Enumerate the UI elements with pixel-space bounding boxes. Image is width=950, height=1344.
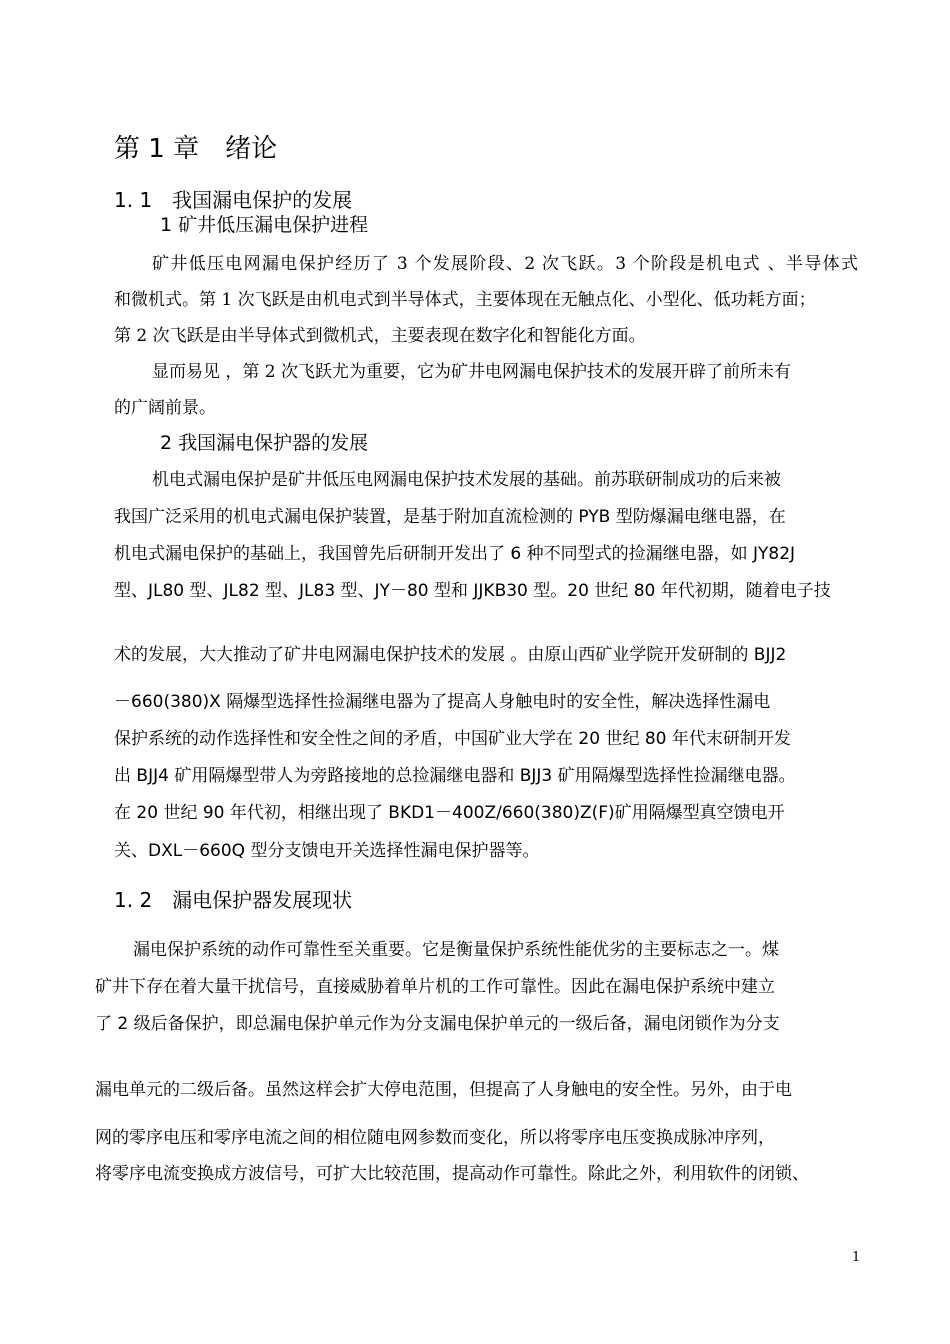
paragraph-line: 在 20 世纪 90 年代初，相继出现了 BKD1－400Z/660(380)Z(F)矿用隔爆型真空馈电开	[114, 803, 785, 823]
paragraph-line: 矿井低压电网漏电保护经历了 3 个发展阶段、2 次飞跃。3 个阶段是机电式 、半导体式	[152, 254, 858, 274]
paragraph-line: 第 2 次飞跃是由半导体式到微机式，主要表现在数字化和智能化方面。	[114, 326, 646, 346]
paragraph-line: 出 BJJ4 矿用隔爆型带人为旁路接地的总捡漏继电器和 BJJ3 矿用隔爆型选择性捡漏继电器。	[114, 766, 796, 786]
subsection-heading-2: 2 我国漏电保护器的发展	[160, 432, 369, 454]
paragraph-line: 的广阔前景。	[114, 398, 216, 418]
section-heading-1-2: 1. 2 漏电保护器发展现状	[114, 888, 353, 912]
paragraph-line: 机电式漏电保护的基础上，我国曾先后研制开发出了 6 种不同型式的捡漏继电器，如 JY82J	[114, 544, 796, 564]
paragraph-line: －660(380)X 隔爆型选择性捡漏继电器为了提高人身触电时的安全性，解决选择性漏电	[114, 692, 771, 712]
paragraph-line: 机电式漏电保护是矿井低压电网漏电保护技术发展的基础。前苏联研制成功的后来被	[152, 470, 781, 490]
paragraph-line: 了 2 级后备保护，即总漏电保护单元作为分支漏电保护单元的一级后备，漏电闭锁作为分支	[95, 1014, 780, 1034]
paragraph-line: 保护系统的动作选择性和安全性之间的矛盾，中国矿业大学在 20 世纪 80 年代末研制开发	[114, 729, 791, 749]
paragraph-line: 矿井下存在着大量干扰信号，直接威胁着单片机的工作可靠性。因此在漏电保护系统中建立	[95, 977, 775, 997]
paragraph-line: 我国广泛采用的机电式漏电保护装置，是基于附加直流检测的 PYB 型防爆漏电继电器，在	[114, 507, 786, 527]
chapter-title: 第 1 章 绪论	[114, 134, 278, 164]
paragraph-line: 将零序电流变换成方波信号，可扩大比较范围，提高动作可靠性。除此之外，利用软件的闭锁、	[95, 1164, 809, 1184]
paragraph-line: 型、JL80 型、JL82 型、JL83 型、JY－80 型和 JJKB30 型。20 世纪 80 年代初期，随着电子技	[114, 581, 831, 601]
paragraph-line: 术的发展，大大推动了矿井电网漏电保护技术的发展 。由原山西矿业学院开发研制的 BJJ2	[114, 645, 787, 665]
paragraph-line: 和微机式。第 1 次飞跃是由机电式到半导体式，主要体现在无触点化、小型化、低功耗方面；	[114, 290, 816, 310]
paragraph-line: 网的零序电压和零序电流之间的相位随电网参数而变化，所以将零序电压变换成脉冲序列，	[95, 1128, 775, 1148]
paragraph-line: 漏电单元的二级后备。虽然这样会扩大停电范围，但提高了人身触电的安全性。另外，由于电	[95, 1080, 792, 1100]
section-heading-1-1: 1. 1 我国漏电保护的发展	[114, 188, 353, 212]
subsection-heading-1: 1 矿井低压漏电保护进程	[160, 214, 369, 236]
paragraph-line: 关、DXL－660Q 型分支馈电开关选择性漏电保护器等。	[114, 841, 540, 861]
paragraph-line: 漏电保护系统的动作可靠性至关重要。它是衡量保护系统性能优劣的主要标志之一。煤	[133, 940, 779, 960]
paragraph-line: 显而易见 ，第 2 次飞跃尤为重要，它为矿井电网漏电保护技术的发展开辟了前所未有	[152, 362, 792, 382]
page-number: 1	[852, 1250, 861, 1265]
